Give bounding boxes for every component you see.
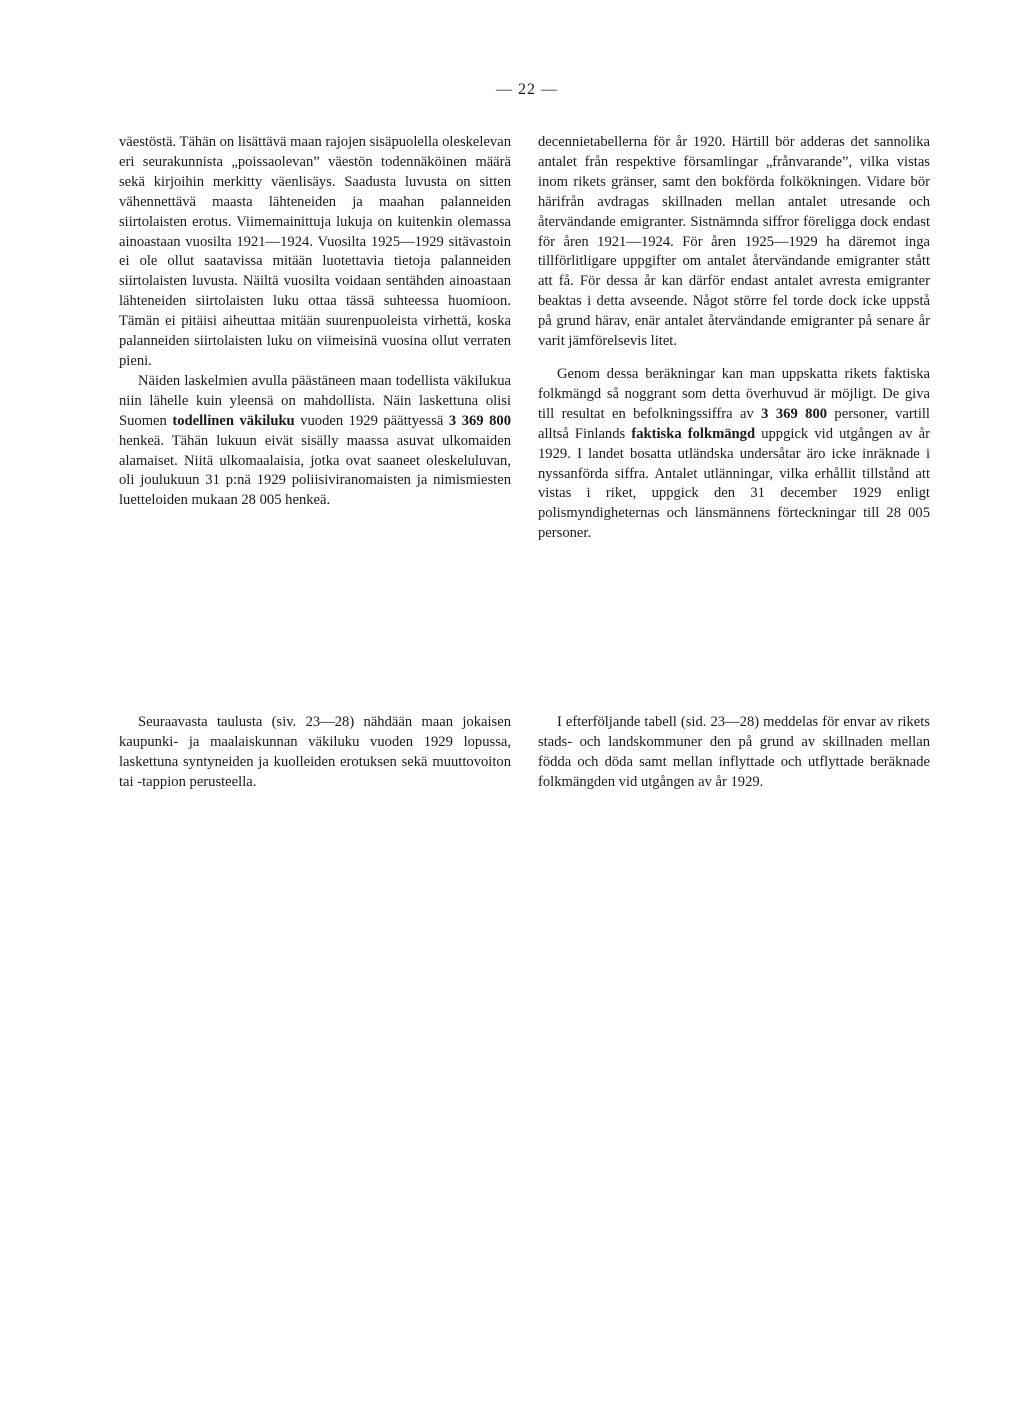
finnish-paragraph-1: väestöstä. Tähän on lisättävä maan rajojen sisäpuolella oleskelevan eri seurakunnista „poissaolevan” väestön todennäköinen määrä sekä kirjoihin merkitty väenlisäys. Saadusta luvusta on sitten vähennettävä maasta lähteneiden ja maahan palanneiden siirtolaisten erotus. Viimemainittuja lukuja on kuitenkin olemassa ainoastaan vuosilta 1921—1924. Vuosilta 1925—1929 sitävastoin ei ole ollut saatavissa mitään luotettavia tietoja palanneiden siirtolaisten luvusta. Näiltä vuosilta voidaan sentähden ainoastaan lähteneiden siirtolaisten luku ottaa tässä suhteessa huomioon. Tämän ei pitäisi aiheuttaa mitään suurenpuoleista virhettä, koska palanneiden siirtolaisten luku on viimeisinä vuosina ollut verraten pieni. [119,134,512,369]
finnish-p2-text-c: henkeä. Tähän lukuun eivät sisälly maassa asuvat ulkomaiden alamaiset. Niitä ulkomaalaisia, jotka ovat saaneet oleskeluluvan, oli joulukuun 31 p:nä 1929 poliisiviranomaisten ja nimismiesten luetteloiden mukaan 28 005 henkeä. [119,432,511,509]
swedish-bottom-column [538,713,930,793]
finnish-p2-bold-a: todellinen väkiluku [172,412,295,429]
swedish-paragraph-1: decennietabellerna för år 1920. Härtill bör adderas det sannolika antalet från respektive församlingar „frånvarande”, vilka vistas inom rikets gränser, samt den bokförda folkökningen. Vidare bör härifrån avdragas skillnaden mellan antalet utresande och återvändande emigranter. Sistnämnda siffror föreligga dock endast för åren 1921—1924. För åren 1925—1929 ha däremot inga tillförlitligare uppgifter om antalet återvändande emigranter stått att få. För dessa år kan därför endast antalet avresta emigranter beaktas i detta avseende. Något större fel torde dock icke uppstå på grund härav, enär antalet återvändande emigranter på senare år varit jämförelsevis litet. [538,134,930,350]
page-number: — 22 — [496,81,558,98]
swedish-paragraph-2 [538,365,930,544]
finnish-bottom-paragraph: Seuraavasta taulusta (siv. 23—28) nähdään maan jokaisen kaupunki- ja maalaiskunnan väkiluku vuoden 1929 lopussa, laskettuna syntyneiden ja kuolleiden erotuksen sekä muuttovoiton tai -tappion perusteella. [119,714,511,790]
swedish-p2-bold-b: faktiska folkmängd [631,425,756,442]
finnish-bottom-column [119,713,511,793]
swedish-p2-text-b: personer, vartill alltså Finlands [538,405,930,442]
swedish-p2-text-c: uppgick vid utgången av år 1929. I landet bosatta utländska undersåtar äro icke inräknade i nyssanförda siffra. Antalet utlänningar, vilka erhållit tillstånd att vistas i riket, uppgick den 31 december 1929 enligt polismyndigheternas och länsmännens förteckningar till 28 005 personer. [538,425,931,542]
finnish-p2-text-b: vuoden 1929 päättyessä [294,412,449,429]
finnish-p2-bold-b: 3 369 800 [448,412,511,429]
finnish-paragraph-2 [119,372,511,511]
finnish-p2-text-a: Näiden laskelmien avulla päästäneen maan todellista väkilukua niin lähelle kuin yleensä on mahdollista. Näin laskettuna olisi Suomen [119,372,511,429]
swedish-p2-text-a: Genom dessa beräkningar kan man uppskatta rikets faktiska folkmängd så noggrant som detta överhuvud är möjligt. De giva till resultat en befolkningssiffra av [538,365,930,422]
swedish-bottom-paragraph: I efterföljande tabell (sid. 23—28) meddelas för envar av rikets stads- och landskommuner den på grund av skillnaden mellan födda och döda samt mellan inflyttade och utflyttade beräknade folkmängden vid utgången av år 1929. [538,714,930,790]
swedish-main-column [538,133,930,544]
finnish-main-column [119,133,511,511]
swedish-p2-bold-a: 3 369 800 [761,405,828,422]
